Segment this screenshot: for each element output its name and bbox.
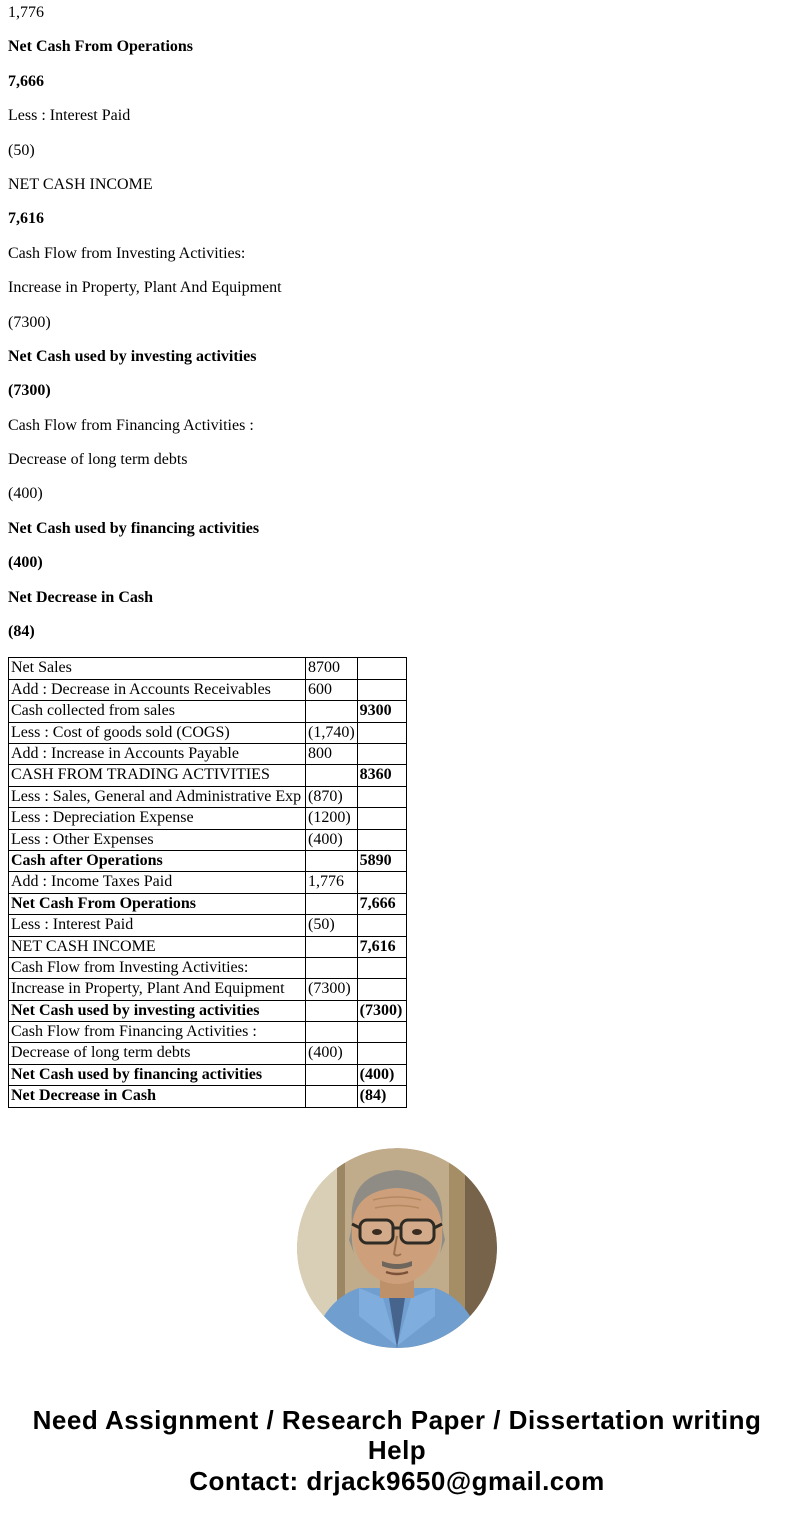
row-label: Cash Flow from Financing Activities : (9, 1022, 306, 1043)
row-total: 9300 (357, 701, 406, 722)
statement-line: (7300) (8, 313, 51, 331)
row-label: Less : Interest Paid (9, 915, 306, 936)
row-amount: 8700 (306, 658, 358, 679)
row-amount (306, 765, 358, 786)
row-total (357, 872, 406, 893)
table-row (9, 786, 407, 807)
row-amount (306, 893, 358, 914)
statement-line: 7,666 (8, 72, 44, 90)
table-row (9, 872, 407, 893)
table-row (9, 893, 407, 914)
statement-line: (84) (8, 623, 35, 641)
table-row (9, 722, 407, 743)
row-total: (400) (357, 1064, 406, 1085)
row-label: CASH FROM TRADING ACTIVITIES (9, 765, 306, 786)
table-row (9, 936, 407, 957)
table-row (9, 765, 407, 786)
statement-line: Net Cash used by investing activities (8, 347, 257, 365)
table-row (9, 850, 407, 871)
row-amount: (1,740) (306, 722, 358, 743)
statement-line: 7,616 (8, 210, 44, 228)
table-row (9, 915, 407, 936)
row-total: 7,616 (357, 936, 406, 957)
person-photo-graphic (297, 1148, 497, 1348)
table-row (9, 679, 407, 700)
cashflow-table (8, 657, 407, 1107)
table-row (9, 743, 407, 764)
row-total (357, 957, 406, 978)
table-row (9, 1000, 407, 1021)
row-label: Net Cash used by investing activities (9, 1000, 306, 1021)
statement-line: Net Cash used by financing activities (8, 519, 260, 537)
row-amount: (870) (306, 786, 358, 807)
row-label: Net Decrease in Cash (9, 1086, 306, 1107)
row-amount: 600 (306, 679, 358, 700)
statement-line: (400) (8, 554, 43, 572)
table-row (9, 1064, 407, 1085)
table-row (9, 701, 407, 722)
avatar-section (8, 1148, 786, 1353)
row-total (357, 915, 406, 936)
row-total (357, 1043, 406, 1064)
row-label: Net Cash From Operations (9, 893, 306, 914)
row-amount: (400) (306, 829, 358, 850)
row-amount: (1200) (306, 808, 358, 829)
row-label: Cash Flow from Investing Activities: (9, 957, 306, 978)
row-label: Cash collected from sales (9, 701, 306, 722)
row-total: 5890 (357, 850, 406, 871)
row-total (357, 829, 406, 850)
row-amount: 1,776 (306, 872, 358, 893)
row-label: Add : Decrease in Accounts Receivables (9, 679, 306, 700)
row-total (357, 1022, 406, 1043)
statement-section (8, 4, 786, 641)
row-amount (306, 1022, 358, 1043)
row-total: 8360 (357, 765, 406, 786)
statement-line: (50) (8, 141, 35, 159)
statement-line: Increase in Property, Plant And Equipment (8, 279, 282, 297)
row-amount (306, 850, 358, 871)
statement-line: Net Decrease in Cash (8, 588, 154, 606)
row-amount (306, 957, 358, 978)
row-amount: (50) (306, 915, 358, 936)
table-row (9, 1022, 407, 1043)
row-total (357, 722, 406, 743)
row-label: Less : Sales, General and Administrative Exp (9, 786, 306, 807)
row-label: NET CASH INCOME (9, 936, 306, 957)
row-amount (306, 701, 358, 722)
row-total: 7,666 (357, 893, 406, 914)
row-label: Net Cash used by financing activities (9, 1064, 306, 1085)
row-total: (84) (357, 1086, 406, 1107)
row-label: Cash after Operations (9, 850, 306, 871)
table-row (9, 829, 407, 850)
row-total: (7300) (357, 1000, 406, 1021)
row-label: Add : Income Taxes Paid (9, 872, 306, 893)
statement-line: Less : Interest Paid (8, 107, 131, 125)
row-total (357, 808, 406, 829)
table-row (9, 1086, 407, 1107)
statement-line: Decrease of long term debts (8, 451, 188, 469)
row-label: Less : Other Expenses (9, 829, 306, 850)
statement-line: Net Cash From Operations (8, 38, 194, 56)
row-amount (306, 936, 358, 957)
row-amount (306, 1064, 358, 1085)
person-photo (297, 1148, 497, 1348)
promo-contact-email: Contact: drjack9650@gmail.com (189, 1465, 605, 1496)
row-label: Add : Increase in Accounts Payable (9, 743, 306, 764)
statement-line: (7300) (8, 382, 51, 400)
row-amount: (400) (306, 1043, 358, 1064)
statement-line: NET CASH INCOME (8, 175, 153, 193)
row-label: Decrease of long term debts (9, 1043, 306, 1064)
table-row (9, 957, 407, 978)
table-row (9, 808, 407, 829)
row-total (357, 979, 406, 1000)
row-label: Less : Depreciation Expense (9, 808, 306, 829)
row-total (357, 658, 406, 679)
statement-line: (400) (8, 485, 43, 503)
row-label: Net Sales (9, 658, 306, 679)
statement-line: Cash Flow from Investing Activities: (8, 244, 246, 262)
row-label: Less : Cost of goods sold (COGS) (9, 722, 306, 743)
promo-headline: Need Assignment / Research Paper / Dissertation writing Help (32, 1404, 762, 1466)
row-amount (306, 1000, 358, 1021)
statement-line: 1,776 (8, 4, 44, 21)
table-row (9, 658, 407, 679)
promo-footer (24, 1405, 770, 1497)
row-total (357, 679, 406, 700)
row-amount: (7300) (306, 979, 358, 1000)
cashflow-table-body (9, 658, 407, 1107)
table-row (9, 1043, 407, 1064)
row-total (357, 743, 406, 764)
row-amount (306, 1086, 358, 1107)
row-amount: 800 (306, 743, 358, 764)
table-row (9, 979, 407, 1000)
row-total (357, 786, 406, 807)
statement-line: Cash Flow from Financing Activities : (8, 416, 254, 434)
row-label: Increase in Property, Plant And Equipment (9, 979, 306, 1000)
